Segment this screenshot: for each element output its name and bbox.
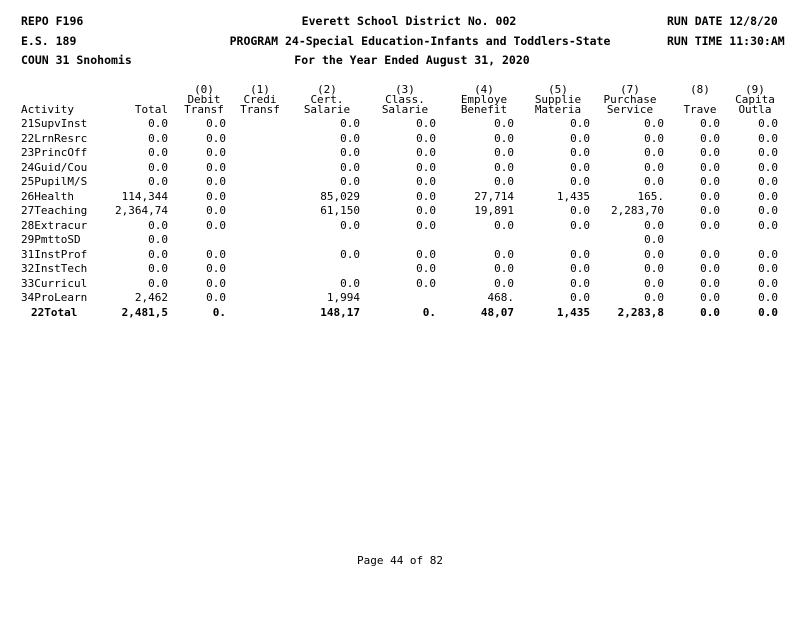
run-time: RUN TIME 11:30:AM xyxy=(667,34,785,48)
program-title: PROGRAM 24-Special Education-Infants and Toddlers-State xyxy=(229,34,611,48)
column-header-purchased-services-line1: Purchase xyxy=(603,93,657,106)
table-cell: 0.0 xyxy=(206,291,226,304)
row-activity-label: 34ProLearn xyxy=(21,291,88,304)
table-cell: 0.0 xyxy=(148,262,168,275)
column-header-travel-line2: Trave xyxy=(683,103,717,116)
table-cell: 0.0 xyxy=(340,117,360,130)
page-number: Page 44 of 82 xyxy=(356,554,444,567)
table-cell: 0.0 xyxy=(148,175,168,188)
table-cell: 0.0 xyxy=(340,277,360,290)
table-cell: 0.0 xyxy=(340,219,360,232)
column-header-activity: Activity xyxy=(21,103,74,116)
column-header-debit-transfer-line2: Transf xyxy=(184,103,224,116)
table-cell: 0.0 xyxy=(644,233,664,246)
table-cell: 0.0 xyxy=(644,175,664,188)
table-cell: 0.0 xyxy=(758,161,778,174)
table-cell: 0.0 xyxy=(416,161,436,174)
table-cell: 165. xyxy=(637,190,664,203)
column-header-employee-benefits-code: (4) xyxy=(474,83,494,96)
table-cell: 0.0 xyxy=(340,146,360,159)
table-cell: 0.0 xyxy=(758,175,778,188)
table-cell: 0.0 xyxy=(758,190,778,203)
table-cell: 61,150 xyxy=(320,204,360,217)
table-cell: 0.0 xyxy=(148,219,168,232)
table-cell: 0.0 xyxy=(570,277,590,290)
table-cell: 0.0 xyxy=(416,175,436,188)
table-cell: 2,462 xyxy=(134,291,168,304)
total-cell: 0. xyxy=(422,306,436,319)
column-header-capital-outlay-code: (9) xyxy=(745,83,765,96)
column-header-capital-outlay-line1: Capita xyxy=(735,93,775,106)
table-cell: 0.0 xyxy=(206,132,226,145)
table-cell: 0.0 xyxy=(644,219,664,232)
table-cell: 0.0 xyxy=(644,161,664,174)
table-cell: 0.0 xyxy=(758,248,778,261)
esd-number: E.S. 189 xyxy=(21,34,77,48)
column-header-purchased-services-line2: Service xyxy=(606,103,654,116)
row-activity-label: 25PupilM/S xyxy=(21,175,88,188)
total-cell: 48,07 xyxy=(480,306,514,319)
table-cell: 0.0 xyxy=(206,262,226,275)
district-name: Everett School District No. 002 xyxy=(301,14,517,28)
table-cell: 0.0 xyxy=(494,161,514,174)
row-activity-label: 29PmttoSD xyxy=(21,233,81,246)
row-activity-label: 23PrincOff xyxy=(21,146,88,159)
table-cell: 0.0 xyxy=(206,204,226,217)
table-cell: 2,283,70 xyxy=(611,204,664,217)
row-activity-label: 24Guid/Cou xyxy=(21,161,88,174)
table-cell: 0.0 xyxy=(700,117,720,130)
table-cell: 2,364,74 xyxy=(115,204,168,217)
table-cell: 0.0 xyxy=(148,146,168,159)
table-cell: 0.0 xyxy=(700,161,720,174)
column-header-credit-transfer-line1: Credi xyxy=(243,93,277,106)
table-cell: 0.0 xyxy=(700,146,720,159)
row-activity-label: 21SupvInst xyxy=(21,117,88,130)
table-cell: 0.0 xyxy=(700,262,720,275)
table-cell: 0.0 xyxy=(644,262,664,275)
table-cell: 0.0 xyxy=(570,175,590,188)
table-cell: 0.0 xyxy=(416,219,436,232)
table-cell: 0.0 xyxy=(758,117,778,130)
column-header-class-salaries-code: (3) xyxy=(395,83,415,96)
column-header-class-salaries-line2: Salarie xyxy=(381,103,429,116)
table-cell: 0.0 xyxy=(148,161,168,174)
table-cell: 0.0 xyxy=(494,219,514,232)
column-header-supplies-materials-line2: Materia xyxy=(534,103,582,116)
row-activity-label: 28Extracur xyxy=(21,219,88,232)
column-header-supplies-materials-line1: Supplie xyxy=(534,93,582,106)
total-cell: 2,481,5 xyxy=(121,306,168,319)
run-date: RUN DATE 12/8/20 xyxy=(667,14,778,28)
column-header-cert-salaries-code: (2) xyxy=(317,83,337,96)
column-header-travel-code: (8) xyxy=(690,83,710,96)
table-cell: 0.0 xyxy=(340,161,360,174)
row-activity-label: 27Teaching xyxy=(21,204,88,217)
table-cell: 0.0 xyxy=(644,146,664,159)
column-header-cert-salaries-line2: Salarie xyxy=(303,103,351,116)
table-cell: 0.0 xyxy=(700,175,720,188)
table-cell: 0.0 xyxy=(340,175,360,188)
column-header-credit-transfer-line2: Transf xyxy=(240,103,280,116)
table-cell: 1,435 xyxy=(556,190,590,203)
table-cell: 19,891 xyxy=(474,204,514,217)
column-header-purchased-services-code: (7) xyxy=(620,83,640,96)
column-header-employee-benefits-line1: Employe xyxy=(460,93,508,106)
table-cell: 0.0 xyxy=(206,117,226,130)
table-cell: 0.0 xyxy=(570,146,590,159)
table-cell: 0.0 xyxy=(494,117,514,130)
table-cell: 0.0 xyxy=(494,175,514,188)
table-cell: 0.0 xyxy=(206,161,226,174)
column-header-cert-salaries-line1: Cert. xyxy=(310,93,344,106)
table-cell: 0.0 xyxy=(570,291,590,304)
table-cell: 0.0 xyxy=(206,219,226,232)
table-cell: 0.0 xyxy=(700,190,720,203)
row-activity-label: 31InstProf xyxy=(21,248,88,261)
column-header-credit-transfer-code: (1) xyxy=(250,83,270,96)
table-cell: 468. xyxy=(487,291,514,304)
table-cell: 0.0 xyxy=(758,291,778,304)
table-cell: 0.0 xyxy=(758,204,778,217)
table-cell: 0.0 xyxy=(148,132,168,145)
table-cell: 0.0 xyxy=(416,146,436,159)
table-cell: 0.0 xyxy=(700,132,720,145)
total-cell: 2,283,8 xyxy=(617,306,664,319)
column-header-debit-transfer-code: (0) xyxy=(194,83,214,96)
table-cell: 0.0 xyxy=(758,219,778,232)
table-cell: 0.0 xyxy=(758,262,778,275)
column-header-employee-benefits-line2: Benefit xyxy=(460,103,508,116)
row-activity-label: 33Curricul xyxy=(21,277,88,290)
table-cell: 0.0 xyxy=(416,248,436,261)
table-cell: 0.0 xyxy=(206,175,226,188)
table-cell: 0.0 xyxy=(644,132,664,145)
column-header-class-salaries-line1: Class. xyxy=(385,93,425,106)
column-header-capital-outlay-line2: Outla xyxy=(738,103,772,116)
table-cell: 0.0 xyxy=(416,117,436,130)
total-cell: 148,17 xyxy=(320,306,360,319)
table-cell: 0.0 xyxy=(206,146,226,159)
table-cell: 0.0 xyxy=(758,277,778,290)
table-cell: 0.0 xyxy=(700,291,720,304)
table-cell: 0.0 xyxy=(416,277,436,290)
total-cell: 0.0 xyxy=(700,306,720,319)
table-cell: 27,714 xyxy=(474,190,514,203)
table-cell: 0.0 xyxy=(494,132,514,145)
table-cell: 0.0 xyxy=(494,146,514,159)
column-header-total: Total xyxy=(134,103,168,116)
table-cell: 0.0 xyxy=(416,132,436,145)
table-cell: 0.0 xyxy=(700,277,720,290)
column-header-debit-transfer-line1: Debit xyxy=(187,93,221,106)
table-cell: 0.0 xyxy=(416,204,436,217)
table-cell: 0.0 xyxy=(644,248,664,261)
table-cell: 0.0 xyxy=(570,262,590,275)
table-cell: 0.0 xyxy=(570,219,590,232)
table-cell: 0.0 xyxy=(644,117,664,130)
table-cell: 0.0 xyxy=(340,132,360,145)
table-cell: 0.0 xyxy=(494,277,514,290)
total-cell: 0.0 xyxy=(758,306,778,319)
table-cell: 0.0 xyxy=(148,117,168,130)
table-cell: 0.0 xyxy=(570,204,590,217)
table-cell: 0.0 xyxy=(148,248,168,261)
table-cell: 0.0 xyxy=(416,262,436,275)
table-cell: 0.0 xyxy=(644,277,664,290)
table-cell: 0.0 xyxy=(570,161,590,174)
table-cell: 1,994 xyxy=(326,291,360,304)
table-cell: 114,344 xyxy=(121,190,168,203)
table-cell: 0.0 xyxy=(700,248,720,261)
row-activity-label: 26Health xyxy=(21,190,74,203)
row-activity-label: 22LrnResrc xyxy=(21,132,88,145)
report-id: REPO F196 xyxy=(21,14,84,28)
table-cell: 0.0 xyxy=(570,117,590,130)
table-cell: 0.0 xyxy=(148,233,168,246)
table-cell: 0.0 xyxy=(758,132,778,145)
table-cell: 0.0 xyxy=(416,190,436,203)
table-cell: 0.0 xyxy=(494,248,514,261)
table-cell: 0.0 xyxy=(758,146,778,159)
county-name: COUN 31 Snohomis xyxy=(21,53,132,67)
total-cell: 0. xyxy=(212,306,226,319)
column-header-supplies-materials-code: (5) xyxy=(548,83,568,96)
table-cell: 0.0 xyxy=(570,248,590,261)
table-cell: 0.0 xyxy=(570,132,590,145)
table-cell: 0.0 xyxy=(206,248,226,261)
fiscal-year: For the Year Ended August 31, 2020 xyxy=(294,53,530,67)
table-cell: 0.0 xyxy=(148,277,168,290)
table-cell: 0.0 xyxy=(340,248,360,261)
table-cell: 0.0 xyxy=(700,219,720,232)
total-row-label: 22Total xyxy=(31,306,78,319)
table-cell: 0.0 xyxy=(644,291,664,304)
table-cell: 0.0 xyxy=(700,204,720,217)
row-activity-label: 32InstTech xyxy=(21,262,88,275)
total-cell: 1,435 xyxy=(556,306,590,319)
table-cell: 0.0 xyxy=(206,190,226,203)
table-cell: 85,029 xyxy=(320,190,360,203)
table-cell: 0.0 xyxy=(494,262,514,275)
table-cell: 0.0 xyxy=(206,277,226,290)
